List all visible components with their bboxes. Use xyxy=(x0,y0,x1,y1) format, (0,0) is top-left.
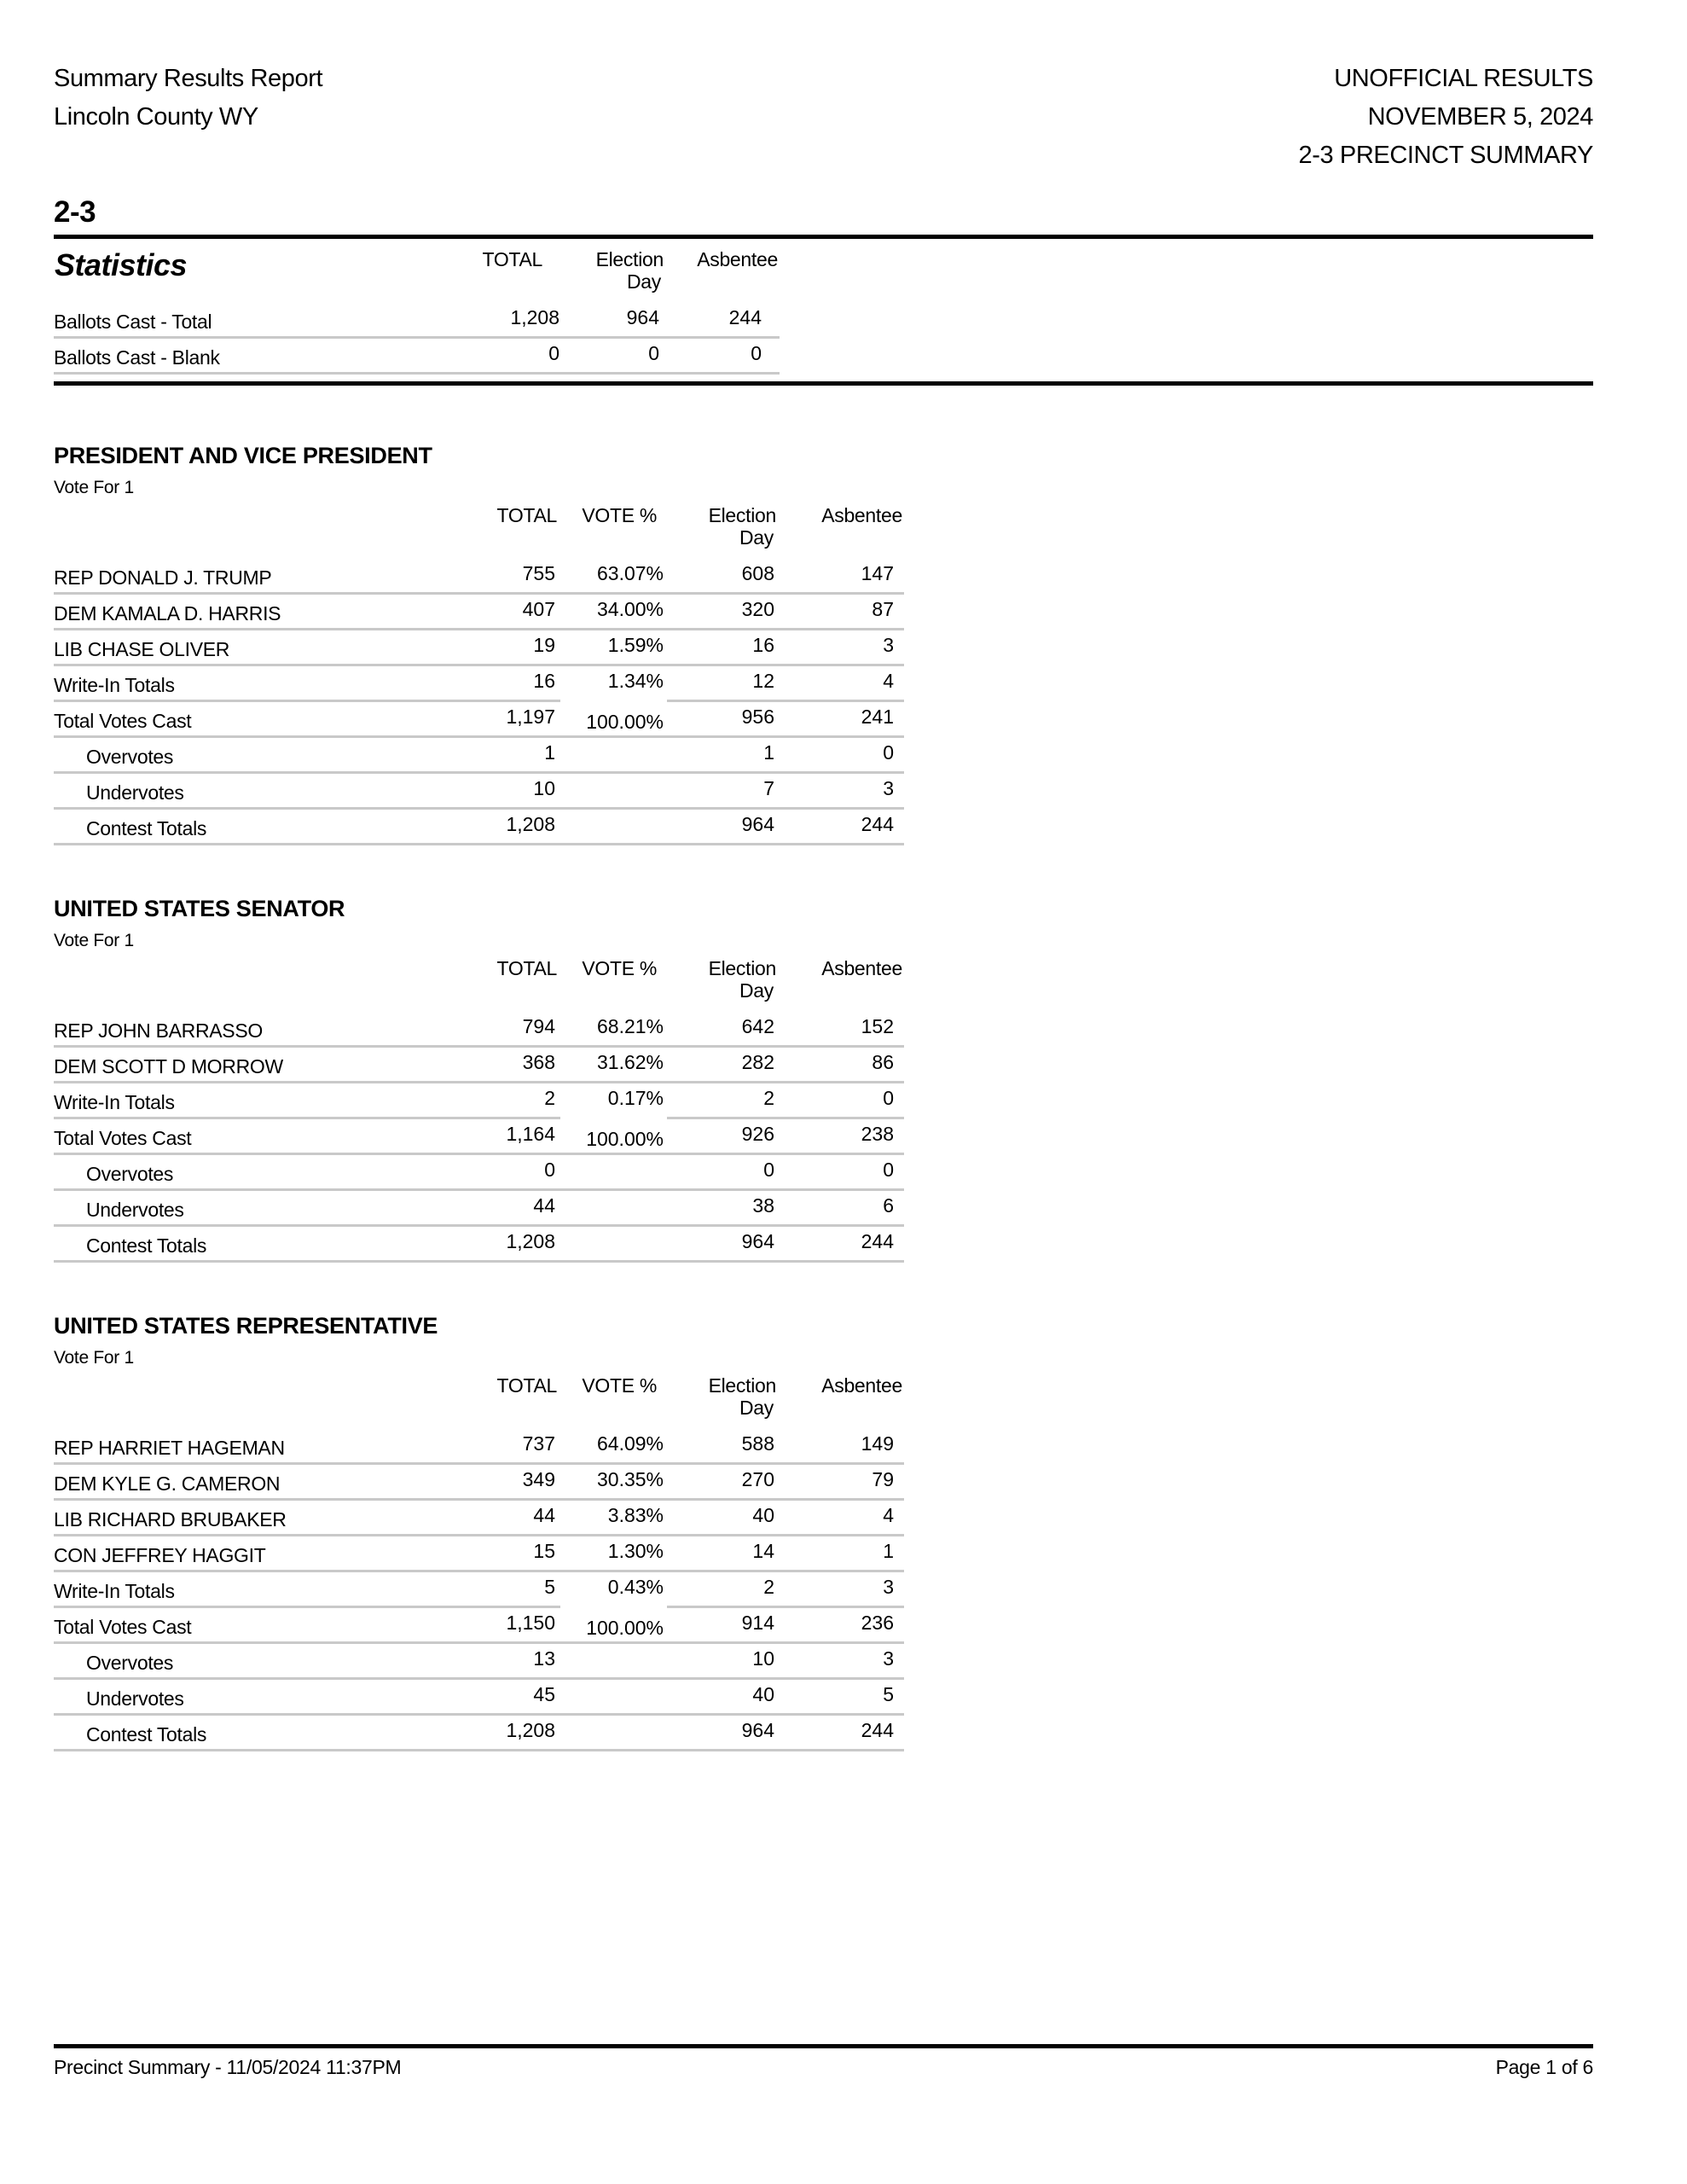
total-value: 1,208 xyxy=(448,1226,559,1262)
result-row xyxy=(54,1571,904,1607)
stat-label: Ballots Cast - Blank xyxy=(54,338,452,374)
row-label: Total Votes Cast xyxy=(54,701,448,737)
absentee-value: 147 xyxy=(778,559,904,594)
vote-pct-value xyxy=(559,1226,667,1262)
absentee-value: 0 xyxy=(778,737,904,773)
vote-for-label: Vote For 1 xyxy=(54,931,134,950)
vote-pct-value: 64.09% xyxy=(559,1429,667,1464)
col-header-vote-pct: VOTE % xyxy=(582,1374,657,1397)
result-row xyxy=(54,1118,904,1154)
statistics-header-row xyxy=(54,247,780,303)
vote-pct-value xyxy=(559,1715,667,1751)
election-day-value: 7 xyxy=(667,773,778,809)
vote-pct-value: 63.07% xyxy=(559,559,667,594)
statistics-rule xyxy=(54,381,1593,386)
stat-label: Ballots Cast - Total xyxy=(54,303,452,338)
header-rule xyxy=(54,235,1593,239)
result-row xyxy=(54,1536,904,1571)
result-row xyxy=(54,701,904,737)
row-label: LIB RICHARD BRUBAKER xyxy=(54,1500,448,1536)
vote-pct-value xyxy=(559,737,667,773)
contest-section xyxy=(54,442,1593,845)
vote-pct-value: 100.00% xyxy=(559,701,667,737)
election-day-value: 40 xyxy=(667,1500,778,1536)
vote-pct-value: 31.62% xyxy=(559,1047,667,1083)
election-day-value: 608 xyxy=(667,559,778,594)
absentee-value: 1 xyxy=(778,1536,904,1571)
col-header-empty xyxy=(54,1374,448,1429)
vote-pct-value: 30.35% xyxy=(559,1464,667,1500)
absentee-value: 236 xyxy=(778,1607,904,1643)
total-value: 737 xyxy=(448,1429,559,1464)
result-row xyxy=(54,665,904,701)
separator-mask xyxy=(560,1114,667,1123)
election-day-value: 0 xyxy=(667,1154,778,1190)
election-day-value: 964 xyxy=(667,1715,778,1751)
election-day-value: 2 xyxy=(667,1571,778,1607)
col-header-absentee: Asbentee xyxy=(821,957,902,979)
total-value: 349 xyxy=(448,1464,559,1500)
result-row xyxy=(54,594,904,630)
total-value: 44 xyxy=(448,1500,559,1536)
result-row xyxy=(54,1607,904,1643)
election-date: NOVEMBER 5, 2024 xyxy=(1367,103,1593,131)
results-status: UNOFFICIAL RESULTS xyxy=(1334,65,1593,92)
absentee-value: 87 xyxy=(778,594,904,630)
result-row xyxy=(54,1190,904,1226)
result-row xyxy=(54,1012,904,1047)
total-value: 1,208 xyxy=(448,1715,559,1751)
stat-row xyxy=(54,303,780,338)
vote-pct-value: 0.17% xyxy=(559,1083,667,1118)
row-label: Write-In Totals xyxy=(54,1571,448,1607)
vote-pct-value: 0.43% xyxy=(559,1571,667,1607)
absentee-value: 0 xyxy=(778,1083,904,1118)
contest-title: PRESIDENT AND VICE PRESIDENT xyxy=(54,443,432,468)
total-value: 1,208 xyxy=(448,809,559,845)
total-value: 13 xyxy=(448,1643,559,1679)
vote-pct-value xyxy=(559,1643,667,1679)
election-day-value: 956 xyxy=(667,701,778,737)
vote-pct-value xyxy=(559,1190,667,1226)
absentee-value: 5 xyxy=(778,1679,904,1715)
absentee-value: 244 xyxy=(778,1226,904,1262)
statistics-table xyxy=(54,247,780,375)
row-label: Overvotes xyxy=(54,1643,448,1679)
contest-section xyxy=(54,1312,1593,1751)
row-label: Total Votes Cast xyxy=(54,1118,448,1154)
total-value: 19 xyxy=(448,630,559,665)
total-value: 16 xyxy=(448,665,559,701)
results-header-row xyxy=(54,956,904,1012)
result-row xyxy=(54,1500,904,1536)
absentee-value: 0 xyxy=(778,1154,904,1190)
contest-title: UNITED STATES SENATOR xyxy=(54,896,345,921)
report-footer xyxy=(54,2044,1593,2079)
vote-pct-value: 1.34% xyxy=(559,665,667,701)
vote-pct-value: 1.30% xyxy=(559,1536,667,1571)
report-header-left xyxy=(54,60,322,175)
result-row xyxy=(54,559,904,594)
election-day-value: 642 xyxy=(667,1012,778,1047)
result-row xyxy=(54,773,904,809)
row-label: Overvotes xyxy=(54,737,448,773)
results-table xyxy=(54,1374,904,1751)
contests xyxy=(54,442,1593,1751)
row-label: DEM KAMALA D. HARRIS xyxy=(54,594,448,630)
election-day-value: 914 xyxy=(667,1607,778,1643)
absentee-value: 244 xyxy=(778,809,904,845)
total-value: 755 xyxy=(448,559,559,594)
vote-for-label: Vote For 1 xyxy=(54,478,134,497)
election-day-value: 588 xyxy=(667,1429,778,1464)
separator-mask xyxy=(560,697,667,706)
absentee-value: 244 xyxy=(665,303,780,338)
result-row xyxy=(54,1226,904,1262)
footer-page-number: Page 1 of 6 xyxy=(1495,2056,1593,2078)
row-label: Contest Totals xyxy=(54,1715,448,1751)
total-value: 794 xyxy=(448,1012,559,1047)
col-header-election-day: Election Day xyxy=(708,504,776,549)
footer-rule xyxy=(54,2044,1593,2048)
total-value: 15 xyxy=(448,1536,559,1571)
col-header-vote-pct: VOTE % xyxy=(582,957,657,979)
col-header-vote-pct: VOTE % xyxy=(582,504,657,526)
vote-pct-value: 68.21% xyxy=(559,1012,667,1047)
col-header-total: TOTAL xyxy=(482,248,542,270)
row-label: Undervotes xyxy=(54,1190,448,1226)
col-header-total: TOTAL xyxy=(496,957,557,979)
absentee-value: 241 xyxy=(778,701,904,737)
row-label: CON JEFFREY HAGGIT xyxy=(54,1536,448,1571)
row-label: Total Votes Cast xyxy=(54,1607,448,1643)
total-value: 10 xyxy=(448,773,559,809)
total-value: 2 xyxy=(448,1083,559,1118)
report-county: Lincoln County WY xyxy=(54,103,258,131)
election-day-value: 926 xyxy=(667,1118,778,1154)
row-label: Write-In Totals xyxy=(54,665,448,701)
absentee-value: 152 xyxy=(778,1012,904,1047)
result-row xyxy=(54,1083,904,1118)
separator-mask xyxy=(560,1603,667,1612)
col-header-absentee: Asbentee xyxy=(697,248,778,270)
election-day-value: 14 xyxy=(667,1536,778,1571)
vote-pct-value xyxy=(559,809,667,845)
result-row xyxy=(54,630,904,665)
election-day-value: 40 xyxy=(667,1679,778,1715)
row-label: REP HARRIET HAGEMAN xyxy=(54,1429,448,1464)
contest-title: UNITED STATES REPRESENTATIVE xyxy=(54,1313,438,1339)
col-header-election-day: Election Day xyxy=(708,957,776,1002)
row-label: Contest Totals xyxy=(54,1226,448,1262)
results-table xyxy=(54,503,904,845)
election-day-value: 282 xyxy=(667,1047,778,1083)
absentee-value: 149 xyxy=(778,1429,904,1464)
col-header-empty xyxy=(54,503,448,559)
election-day-value: 964 xyxy=(563,303,665,338)
row-label: DEM KYLE G. CAMERON xyxy=(54,1464,448,1500)
col-header-election-day: Election Day xyxy=(595,248,664,293)
precinct-heading: 2-3 xyxy=(54,195,96,229)
result-row xyxy=(54,1154,904,1190)
result-row xyxy=(54,1643,904,1679)
absentee-value: 3 xyxy=(778,630,904,665)
vote-pct-value xyxy=(559,1154,667,1190)
election-day-value: 320 xyxy=(667,594,778,630)
row-label: DEM SCOTT D MORROW xyxy=(54,1047,448,1083)
absentee-value: 79 xyxy=(778,1464,904,1500)
row-label: LIB CHASE OLIVER xyxy=(54,630,448,665)
absentee-value: 86 xyxy=(778,1047,904,1083)
col-header-absentee: Asbentee xyxy=(821,1374,902,1397)
vote-pct-value: 3.83% xyxy=(559,1500,667,1536)
election-day-value: 964 xyxy=(667,809,778,845)
col-header-total: TOTAL xyxy=(496,504,557,526)
election-day-value: 12 xyxy=(667,665,778,701)
election-day-value: 270 xyxy=(667,1464,778,1500)
election-day-value: 38 xyxy=(667,1190,778,1226)
absentee-value: 6 xyxy=(778,1190,904,1226)
result-row xyxy=(54,809,904,845)
election-day-value: 1 xyxy=(667,737,778,773)
total-value: 45 xyxy=(448,1679,559,1715)
total-value: 1,164 xyxy=(448,1118,559,1154)
election-day-value: 16 xyxy=(667,630,778,665)
total-value: 1,208 xyxy=(452,303,563,338)
results-table xyxy=(54,956,904,1263)
total-value: 1,197 xyxy=(448,701,559,737)
absentee-value: 238 xyxy=(778,1118,904,1154)
row-label: Contest Totals xyxy=(54,809,448,845)
election-day-value: 0 xyxy=(563,338,665,374)
total-value: 0 xyxy=(448,1154,559,1190)
absentee-value: 244 xyxy=(778,1715,904,1751)
absentee-value: 3 xyxy=(778,1571,904,1607)
election-day-value: 964 xyxy=(667,1226,778,1262)
absentee-value: 3 xyxy=(778,773,904,809)
row-label: Overvotes xyxy=(54,1154,448,1190)
row-label: REP DONALD J. TRUMP xyxy=(54,559,448,594)
result-row xyxy=(54,1679,904,1715)
total-value: 0 xyxy=(452,338,563,374)
row-label: Undervotes xyxy=(54,773,448,809)
total-value: 368 xyxy=(448,1047,559,1083)
total-value: 407 xyxy=(448,594,559,630)
row-label: REP JOHN BARRASSO xyxy=(54,1012,448,1047)
stat-row xyxy=(54,338,780,374)
vote-pct-value: 100.00% xyxy=(559,1118,667,1154)
col-header-total: TOTAL xyxy=(496,1374,557,1397)
total-value: 5 xyxy=(448,1571,559,1607)
total-value: 44 xyxy=(448,1190,559,1226)
result-row xyxy=(54,1047,904,1083)
vote-pct-value xyxy=(559,1679,667,1715)
vote-pct-value: 34.00% xyxy=(559,594,667,630)
total-value: 1,150 xyxy=(448,1607,559,1643)
absentee-value: 0 xyxy=(665,338,780,374)
absentee-value: 4 xyxy=(778,1500,904,1536)
result-row xyxy=(54,1464,904,1500)
col-header-empty xyxy=(54,956,448,1012)
report-header-right xyxy=(1299,60,1593,175)
report-header xyxy=(54,60,1593,175)
total-value: 1 xyxy=(448,737,559,773)
results-header-row xyxy=(54,1374,904,1429)
result-row xyxy=(54,737,904,773)
results-header-row xyxy=(54,503,904,559)
col-header-absentee: Asbentee xyxy=(821,504,902,526)
result-row xyxy=(54,1715,904,1751)
vote-pct-value xyxy=(559,773,667,809)
vote-pct-value: 100.00% xyxy=(559,1607,667,1643)
vote-for-label: Vote For 1 xyxy=(54,1348,134,1368)
vote-pct-value: 1.59% xyxy=(559,630,667,665)
contest-section xyxy=(54,895,1593,1263)
statistics-title: Statistics xyxy=(55,247,188,282)
row-label: Write-In Totals xyxy=(54,1083,448,1118)
election-day-value: 2 xyxy=(667,1083,778,1118)
absentee-value: 3 xyxy=(778,1643,904,1679)
row-label: Undervotes xyxy=(54,1679,448,1715)
result-row xyxy=(54,1429,904,1464)
absentee-value: 4 xyxy=(778,665,904,701)
election-day-value: 10 xyxy=(667,1643,778,1679)
report-title: Summary Results Report xyxy=(54,65,323,92)
precinct-summary-label: 2-3 PRECINCT SUMMARY xyxy=(1298,142,1593,169)
col-header-election-day: Election Day xyxy=(708,1374,776,1419)
footer-timestamp: Precinct Summary - 11/05/2024 11:37PM xyxy=(54,2056,402,2078)
